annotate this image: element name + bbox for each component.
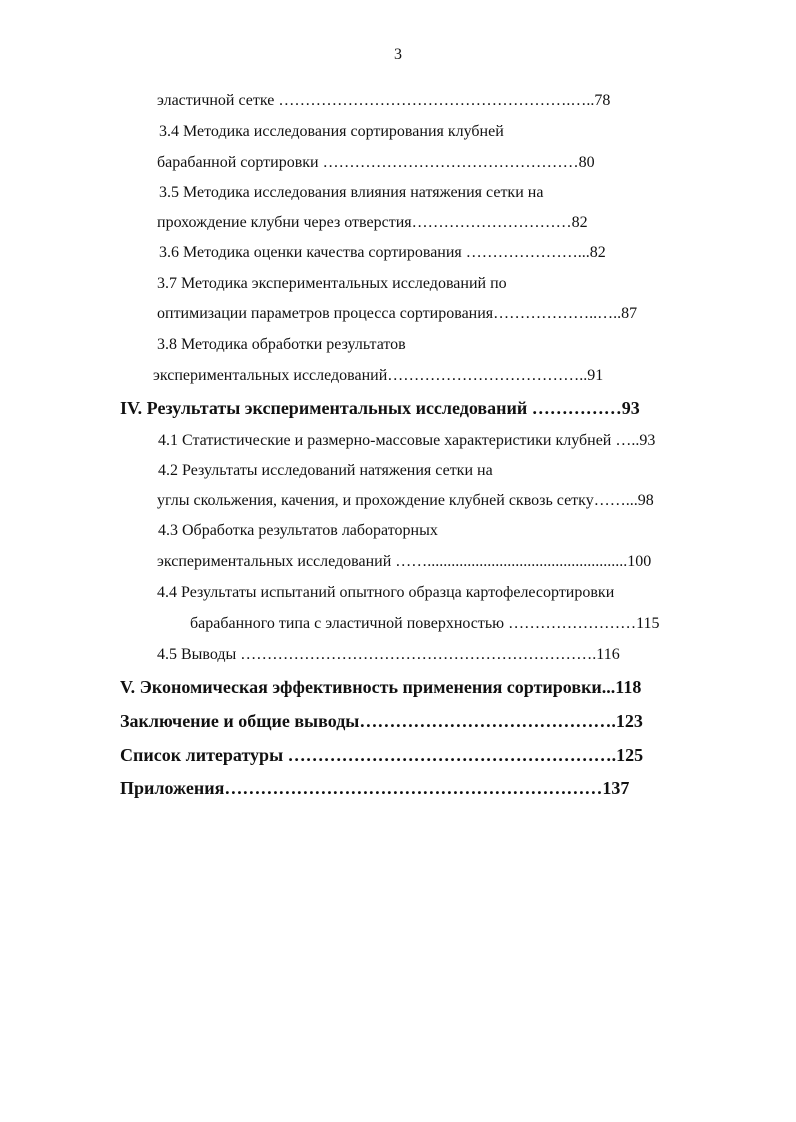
toc-chapter-4: IV. Результаты экспериментальных исследований ……………93 — [120, 398, 640, 418]
toc-chapter-5: V. Экономическая эффективность применения сортировки...118 — [120, 677, 642, 697]
toc-line-4-2-cont: углы скольжения, качения, и прохождение клубней сквозь сетку……...98 — [157, 492, 654, 509]
page-number: 3 — [394, 46, 402, 63]
toc-line-3-7-cont: оптимизации параметров процесса сортирования………………..…..87 — [157, 305, 638, 322]
toc-line-4-4: 4.4 Результаты испытаний опытного образца картофелесортировки — [157, 584, 615, 601]
toc-line-3-5: 3.5 Методика исследования влияния натяжения сетки на — [159, 184, 544, 201]
toc-appendices: Приложения………………………………………………………137 — [120, 778, 630, 798]
toc-line-4-1: 4.1 Статистические и размерно-массовые характеристики клубней …..93 — [158, 432, 656, 449]
toc-line-4-4-cont: барабанного типа с эластичной поверхностью ……………………115 — [190, 615, 660, 632]
toc-line-4-5: 4.5 Выводы ………………………………………………………….116 — [157, 646, 620, 663]
toc-line-3-8: 3.8 Методика обработки результатов — [157, 336, 406, 353]
toc-line-3-7: 3.7 Методика экспериментальных исследований по — [157, 275, 507, 292]
toc-line-3-4-cont: барабанной сортировки …………………………………………80 — [157, 154, 595, 171]
toc-line-3-3-cont: эластичной сетке ……………………………………………….…..78 — [157, 92, 611, 109]
toc-line-4-2: 4.2 Результаты исследований натяжения сетки на — [158, 462, 493, 479]
toc-line-3-5-cont: прохождение клубни через отверстия…………………………82 — [157, 214, 588, 231]
toc-conclusion: Заключение и общие выводы…………………………………….123 — [120, 711, 643, 731]
toc-line-3-6: 3.6 Методика оценки качества сортирования …………………...82 — [159, 244, 606, 261]
toc-line-4-3: 4.3 Обработка результатов лабораторных — [158, 522, 438, 539]
toc-references: Список литературы ……………………………………………….125 — [120, 745, 644, 765]
toc-line-4-3-cont: экспериментальных исследований ……..................................................100 — [157, 553, 652, 570]
toc-line-3-4: 3.4 Методика исследования сортирования клубней — [159, 123, 504, 140]
toc-line-3-8-cont: экспериментальных исследований………………………………..91 — [153, 367, 604, 384]
